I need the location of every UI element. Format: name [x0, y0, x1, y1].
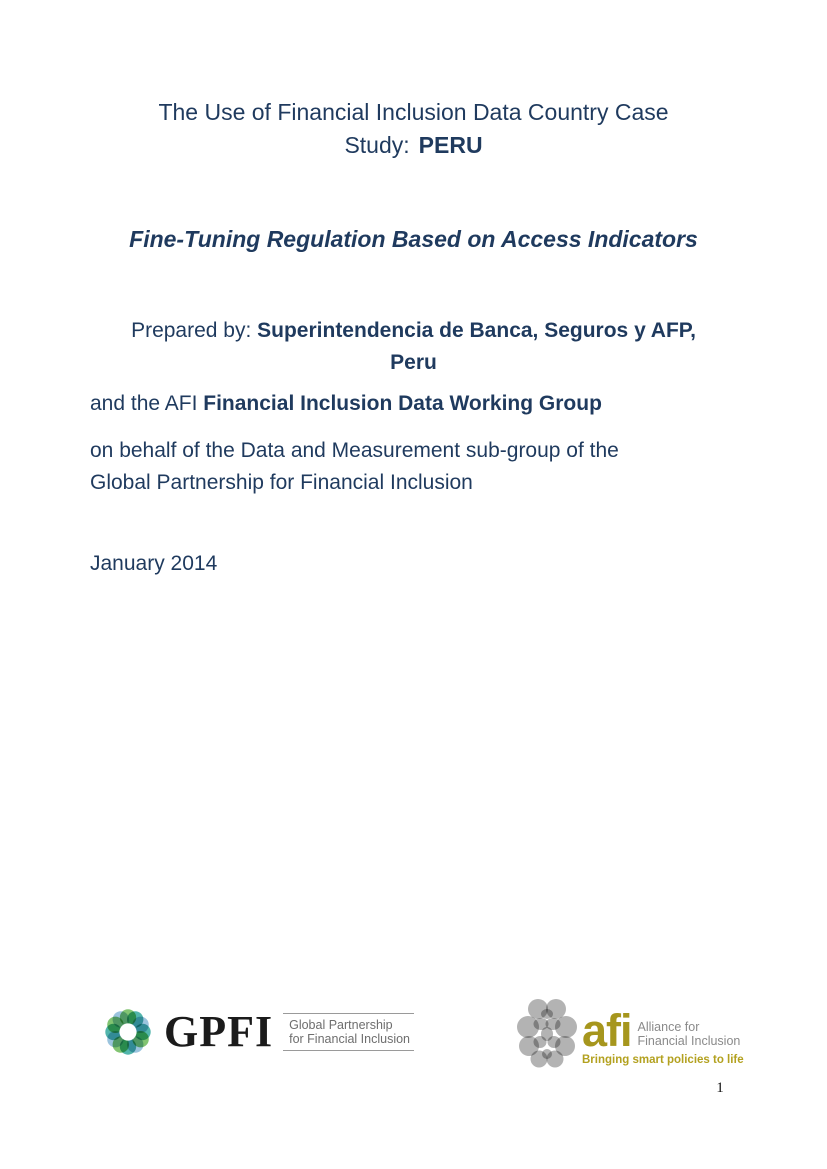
attribution-on-behalf-line-2: Global Partnership for Financial Inclusion [90, 471, 473, 494]
attribution-on-behalf-line-1: on behalf of the Data and Measurement sub-group of the [90, 439, 619, 462]
page-number: 1 [716, 1080, 724, 1096]
attribution-working-group-line [90, 392, 737, 416]
document-title [90, 96, 737, 162]
prepared-by-organization: Superintendencia de Banca, Seguros y AFP, [257, 319, 696, 342]
prepared-by-block [90, 315, 737, 379]
gpfi-wreath-icon [104, 1008, 152, 1056]
title-line-2 [90, 129, 737, 162]
afi-full-name [638, 1020, 741, 1048]
afi-logo [517, 997, 744, 1070]
afi-tagline: Bringing smart policies to life [582, 1054, 744, 1066]
attribution-working-group: Financial Inclusion Data Working Group [203, 392, 602, 415]
afi-circles-icon [517, 997, 577, 1070]
afi-name-line-2: Financial Inclusion [637, 1034, 741, 1048]
publication-date: January 2014 [90, 552, 218, 575]
afi-text-block [582, 997, 744, 1066]
title-line-1: The Use of Financial Inclusion Data Country Case [158, 99, 669, 125]
gpfi-full-name [283, 1013, 414, 1051]
afi-wordmark-row [582, 1005, 744, 1056]
afi-name-line-1: Alliance for [637, 1020, 700, 1034]
gpfi-wordmark: GPFI [164, 1007, 274, 1056]
gpfi-name-line-2: for Financial Inclusion [289, 1032, 411, 1046]
document-subtitle: Fine-Tuning Regulation Based on Access Indicators [129, 226, 698, 252]
gpfi-name-line-1: Global Partnership [289, 1018, 393, 1032]
prepared-by-label: Prepared by: [131, 319, 258, 342]
title-study-label: Study: [344, 132, 410, 158]
title-country: PERU [418, 132, 483, 158]
afi-wordmark: afi [582, 1005, 632, 1056]
prepared-by-line-1 [90, 315, 737, 347]
attribution-prefix: and the AFI [90, 392, 204, 415]
gpfi-logo [104, 1008, 414, 1056]
prepared-by-organization-line-2: Peru [390, 351, 437, 374]
attribution-on-behalf [90, 435, 737, 499]
